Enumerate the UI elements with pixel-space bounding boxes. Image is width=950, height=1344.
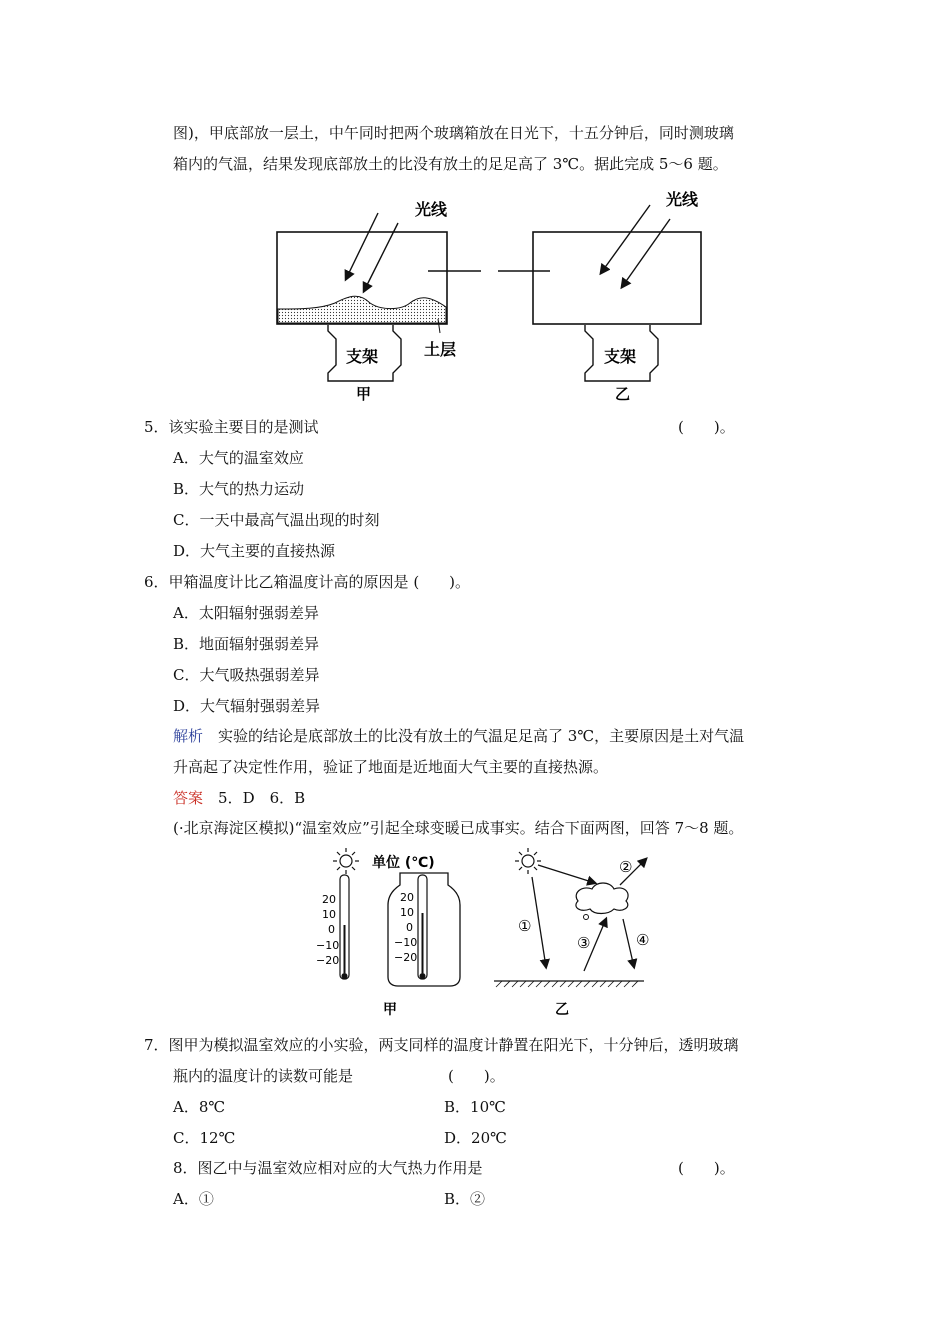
sun-icon-right xyxy=(515,848,541,874)
answer-text: 5．D 6．B xyxy=(218,789,306,807)
glass-bottle xyxy=(388,873,460,986)
light-label-left: 光线 xyxy=(415,200,448,219)
scale-right-10: 10 xyxy=(400,906,414,919)
q5-option-b: B．大气的热力运动 xyxy=(173,480,305,498)
q7-stem-line-2: 瓶内的温度计的读数可能是 xyxy=(173,1067,354,1085)
q6-option-a: A．太阳辐射强弱差异 xyxy=(173,604,319,622)
q5-option-a: A．大气的温室效应 xyxy=(173,449,304,467)
stand-label-right: 支架 xyxy=(604,347,637,366)
q8-option-a: A．① xyxy=(173,1190,214,1208)
analysis-line-2: 升高起了决定性作用，验证了地面是近地面大气主要的直接热源。 xyxy=(173,758,609,776)
glass-box-figure xyxy=(260,185,720,407)
q5-option-d: D．大气主要的直接热源 xyxy=(173,542,336,560)
q6-stem: 6．甲箱温度计比乙箱温度计高的原因是 ( )。 xyxy=(144,573,471,591)
arrow-1 xyxy=(532,877,546,967)
q7-blank: ( )。 xyxy=(448,1067,505,1085)
arrow-4 xyxy=(623,919,634,967)
scale-right-minus20: −20 xyxy=(394,951,418,964)
thermometer-inside xyxy=(418,875,427,979)
greenhouse-figure xyxy=(310,843,650,1023)
caption-fig2-yi: 乙 xyxy=(555,1002,569,1018)
answer-label: 答案 xyxy=(173,789,204,807)
light-ray-left-2 xyxy=(364,223,398,291)
scale-left-minus10: −10 xyxy=(316,939,340,952)
scale-left-minus20: −20 xyxy=(316,954,340,967)
q6-option-d: D．大气辐射强弱差异 xyxy=(173,697,321,715)
light-ray-right-1 xyxy=(601,205,650,273)
q5-stem: 5．该实验主要目的是测试 xyxy=(144,418,319,436)
box-yi xyxy=(533,232,701,324)
analysis-line-1 xyxy=(173,726,744,746)
q8-blank: ( )。 xyxy=(678,1159,735,1177)
marker-4: ④ xyxy=(636,931,650,949)
cloud-bubble xyxy=(584,915,589,920)
q7-stem-line-1: 7．图甲为模拟温室效应的小实验，两支同样的温度计静置在阳光下，十分钟后，透明玻璃 xyxy=(144,1036,739,1054)
light-ray-right-2 xyxy=(622,219,670,287)
q7-option-a: A．8℃ xyxy=(173,1098,226,1116)
q7-option-c: C．12℃ xyxy=(173,1129,236,1147)
sun-icon-left xyxy=(333,848,359,874)
q8-stem: 8．图乙中与温室效应相对应的大气热力作用是 xyxy=(173,1159,483,1177)
ground-hatch xyxy=(496,981,638,987)
marker-2: ② xyxy=(619,858,633,876)
intro-line-2: 箱内的气温，结果发现底部放土的比没有放土的足足高了 3℃。据此完成 5～6 题。 xyxy=(173,155,728,173)
thermometer-outside xyxy=(340,875,349,979)
q5-blank: ( )。 xyxy=(678,418,735,436)
intro2: (·北京海淀区模拟)“温室效应”引起全球变暖已成事实。结合下面两图，回答 7～8 题。 xyxy=(173,819,744,837)
q6-option-c: C．大气吸热强弱差异 xyxy=(173,666,320,684)
caption-fig2-jia: 甲 xyxy=(383,1002,397,1018)
marker-3: ③ xyxy=(577,934,591,952)
analysis-label: 解析 xyxy=(173,727,204,745)
caption-jia: 甲 xyxy=(356,385,372,403)
light-label-right: 光线 xyxy=(666,190,699,209)
q5-option-c: C．一天中最高气温出现的时刻 xyxy=(173,511,380,529)
soil-layer xyxy=(278,296,446,323)
soil-label: 土层 xyxy=(424,340,457,359)
scale-right-0: 0 xyxy=(406,921,413,934)
q6-option-b: B．地面辐射强弱差异 xyxy=(173,635,320,653)
q8-option-b: B．② xyxy=(444,1190,486,1208)
light-ray-left-1 xyxy=(346,213,378,279)
cloud-icon xyxy=(576,883,628,914)
unit-label: 单位 (℃) xyxy=(372,855,435,871)
q7-option-d: D．20℃ xyxy=(444,1129,507,1147)
scale-left-20: 20 xyxy=(322,893,336,906)
scale-right-20: 20 xyxy=(400,891,414,904)
marker-1: ① xyxy=(518,917,532,935)
answer-line xyxy=(173,788,305,808)
intro-line-1: 图)，甲底部放一层土，中午同时把两个玻璃箱放在日光下，十五分钟后，同时测玻璃 xyxy=(173,124,734,142)
caption-yi: 乙 xyxy=(615,385,631,403)
scale-right-minus10: −10 xyxy=(394,936,418,949)
stand-label-left: 支架 xyxy=(346,347,379,366)
scale-left-10: 10 xyxy=(322,908,336,921)
scale-left-0: 0 xyxy=(328,923,335,936)
arrow-sun-cloud xyxy=(538,865,595,883)
q7-option-b: B．10℃ xyxy=(444,1098,506,1116)
analysis-text-1: 实验的结论是底部放土的比没有放土的气温足足高了 3℃，主要原因是土对气温 xyxy=(218,727,745,745)
